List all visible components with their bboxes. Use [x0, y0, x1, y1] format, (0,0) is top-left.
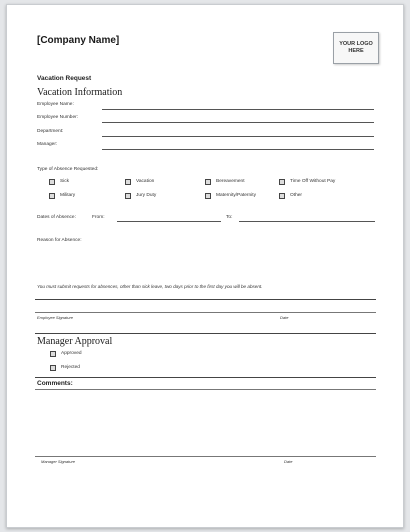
employee-name-field[interactable] [102, 109, 374, 110]
military-label: Military [60, 193, 76, 198]
manager-field[interactable] [102, 149, 374, 150]
employee-signature-label: Employee Signature [37, 315, 74, 320]
sick-checkbox[interactable] [49, 179, 55, 185]
employee-signature-line[interactable] [35, 312, 376, 313]
employee-number-label: Employee Number: [37, 115, 79, 120]
comments-label: Comments: [37, 380, 73, 387]
notice-text: You must submit requests for absences, other than sick leave, two days prior to the first day you will be absent. [37, 284, 263, 289]
manager-signature-label: Manager Signature [41, 459, 76, 464]
to-label: To: [226, 215, 233, 220]
rejected-checkbox[interactable] [50, 365, 56, 371]
logo-text: YOUR LOGO HERE [339, 41, 373, 54]
military-checkbox[interactable] [49, 193, 55, 199]
form-title: Vacation Request [37, 75, 92, 82]
logo-placeholder [333, 32, 379, 64]
department-field[interactable] [102, 136, 374, 137]
maternity-paternity-checkbox[interactable] [205, 193, 211, 199]
company-name: [Company Name] [37, 35, 120, 46]
bereavement-label: Bereavement [216, 179, 245, 184]
section-title-vacation-info: Vacation Information [37, 87, 123, 98]
vacation-label: Vacation [136, 179, 155, 184]
divider [35, 299, 376, 300]
from-date-field[interactable] [117, 221, 221, 222]
employee-number-field[interactable] [102, 122, 374, 123]
employee-date-label: Date [280, 315, 289, 320]
other-label: Other [290, 193, 302, 198]
rejected-label: Rejected [61, 365, 80, 370]
divider [35, 333, 376, 334]
other-checkbox[interactable] [279, 193, 285, 199]
divider [35, 377, 376, 378]
manager-signature-line[interactable] [35, 456, 376, 457]
form-page [6, 4, 404, 528]
jury-duty-checkbox[interactable] [125, 193, 131, 199]
reason-label: Reason for Absence: [37, 238, 82, 243]
maternity-paternity-label: Maternity/Paternity [216, 193, 256, 198]
department-label: Department: [37, 129, 64, 134]
comments-field[interactable] [35, 389, 376, 390]
to-date-field[interactable] [239, 221, 375, 222]
sick-label: Sick [60, 179, 70, 184]
bereavement-checkbox[interactable] [205, 179, 211, 185]
vacation-checkbox[interactable] [125, 179, 131, 185]
manager-label: Manager: [37, 142, 58, 147]
absence-type-label: Type of Absence Requested: [37, 167, 99, 172]
approved-label: Approved [61, 351, 82, 356]
section-title-manager-approval: Manager Approval [37, 336, 113, 347]
employee-name-label: Employee Name: [37, 102, 74, 107]
jury-duty-label: Jury Duty [136, 193, 157, 198]
approved-checkbox[interactable] [50, 351, 56, 357]
time-off-without-pay-checkbox[interactable] [279, 179, 285, 185]
dates-label: Dates of Absence: [37, 215, 76, 220]
manager-date-label: Date [284, 459, 293, 464]
time-off-without-pay-label: Time Off Without Pay [290, 179, 336, 184]
from-label: From: [92, 215, 105, 220]
